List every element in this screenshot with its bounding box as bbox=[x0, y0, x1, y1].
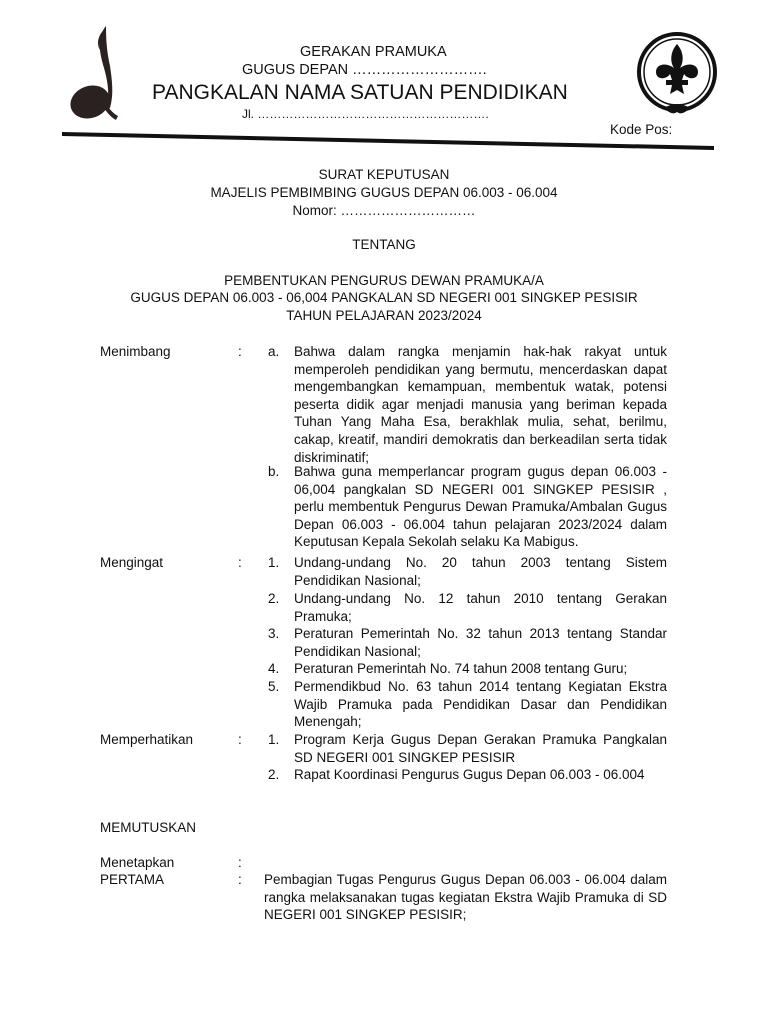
memperhatikan-colon: : bbox=[238, 732, 242, 747]
header-divider bbox=[62, 130, 716, 152]
issuer: MAJELIS PEMBIMBING GUGUS DEPAN 06.003 - 06.004 bbox=[210, 185, 558, 200]
pertama-label: PERTAMA bbox=[100, 872, 165, 887]
memperhatikan-label: Memperhatikan bbox=[100, 732, 194, 747]
mengingat-item-5: Permendikbud No. 63 tahun 2014 tentang Kegiatan Ekstra Wajib Pramuka pada Pendidikan Dasar dan Pendidikan Menengah; bbox=[294, 679, 667, 730]
subject-line-2: GUGUS DEPAN 06.003 - 06,004 PANGKALAN SD NEGERI 001 SINGKEP PESISIR bbox=[130, 290, 638, 305]
pertama-text: Pembagian Tugas Pengurus Gugus Depan 06.003 - 06.004 dalam rangka melaksanakan tugas kegiatan Ekstra Wajib Pramuka di SD NEGERI 001 SINGKEP PESISIR; bbox=[264, 872, 667, 923]
menimbang-item-b: Bahwa guna memperlancar program gugus depan 06.003 - 06,004 pangkalan SD NEGERI 001 SINGKEP PESISIR , perlu membentuk Pengurus Dewan Pramuka/Ambalan Gugus Depan 06.003 - 06.004 tahun pelajaran 2023/2024 dalam Keputusan Kepala Sekolah selaku Ka Mabigus. bbox=[294, 464, 667, 550]
mengingat-item-4: Peraturan Pemerintah No. 74 tahun 2008 tentang Guru; bbox=[294, 661, 628, 676]
menetapkan-label: Menetapkan bbox=[100, 855, 175, 870]
menetapkan-colon: : bbox=[238, 855, 242, 870]
menimbang-colon: : bbox=[238, 344, 242, 359]
gugus-depan-line: GUGUS DEPAN ………………………. bbox=[242, 62, 487, 78]
mengingat-item-2: Undang-undang No. 12 tahun 2010 tentang Gerakan Pramuka; bbox=[294, 591, 667, 624]
postal-code-label: Kode Pos: bbox=[610, 122, 673, 137]
mengingat-mark-3: 3. bbox=[268, 626, 280, 641]
subject-line-1: PEMBENTUKAN PENGURUS DEWAN PRAMUKA/A bbox=[224, 273, 544, 288]
school-name: PANGKALAN NAMA SATUAN PENDIDIKAN bbox=[152, 81, 568, 104]
menimbang-label: Menimbang bbox=[100, 344, 171, 359]
mengingat-colon: : bbox=[238, 555, 242, 570]
pertama-colon: : bbox=[238, 872, 242, 887]
mengingat-item-1: Undang-undang No. 20 tahun 2003 tentang Sistem Pendidikan Nasional; bbox=[294, 555, 667, 588]
memperhatikan-mark-1: 1. bbox=[268, 732, 280, 747]
memutuskan-heading: MEMUTUSKAN bbox=[100, 820, 197, 835]
scout-emblem-logo bbox=[636, 30, 718, 120]
letter-number: Nomor: ………………………… bbox=[292, 203, 476, 218]
mengingat-mark-2: 2. bbox=[268, 591, 280, 606]
memperhatikan-mark-2: 2. bbox=[268, 767, 280, 782]
address-line: Jl. …………………………………………………. bbox=[242, 107, 489, 121]
org-name: GERAKAN PRAMUKA bbox=[300, 44, 447, 60]
menimbang-item-a: Bahwa dalam rangka menjamin hak-hak rakyat untuk memperoleh pendidikan yang bermutu, mencerdaskan dapat mengembangkan kemampuan, membentuk watak, potensi peserta didik agar menjadi manusia yang beriman kepada Tuhan Yang Maha Esa, berakhlak mulia, sehat, berilmu, cakap, kreatif, mandiri demokratis dan berkeadilan serta tidak diskriminatif; bbox=[294, 344, 667, 465]
memperhatikan-item-2: Rapat Koordinasi Pengurus Gugus Depan 06.003 - 06.004 bbox=[294, 767, 645, 782]
menimbang-mark-b: b. bbox=[268, 464, 280, 479]
tentang-heading: TENTANG bbox=[352, 237, 416, 252]
subject-line-3: TAHUN PELAJARAN 2023/2024 bbox=[286, 308, 482, 323]
mengingat-mark-1: 1. bbox=[268, 555, 280, 570]
tunas-kelapa-logo bbox=[66, 24, 122, 124]
menimbang-mark-a: a. bbox=[268, 344, 280, 359]
mengingat-label: Mengingat bbox=[100, 555, 164, 570]
mengingat-item-3: Peraturan Pemerintah No. 32 tahun 2013 tentang Standar Pendidikan Nasional; bbox=[294, 626, 667, 659]
mengingat-mark-4: 4. bbox=[268, 661, 280, 676]
letter-type: SURAT KEPUTUSAN bbox=[318, 167, 450, 182]
memperhatikan-item-1: Program Kerja Gugus Depan Gerakan Pramuka Pangkalan SD NEGERI 001 SINGKEP PESISIR bbox=[294, 732, 667, 765]
mengingat-mark-5: 5. bbox=[268, 679, 280, 694]
